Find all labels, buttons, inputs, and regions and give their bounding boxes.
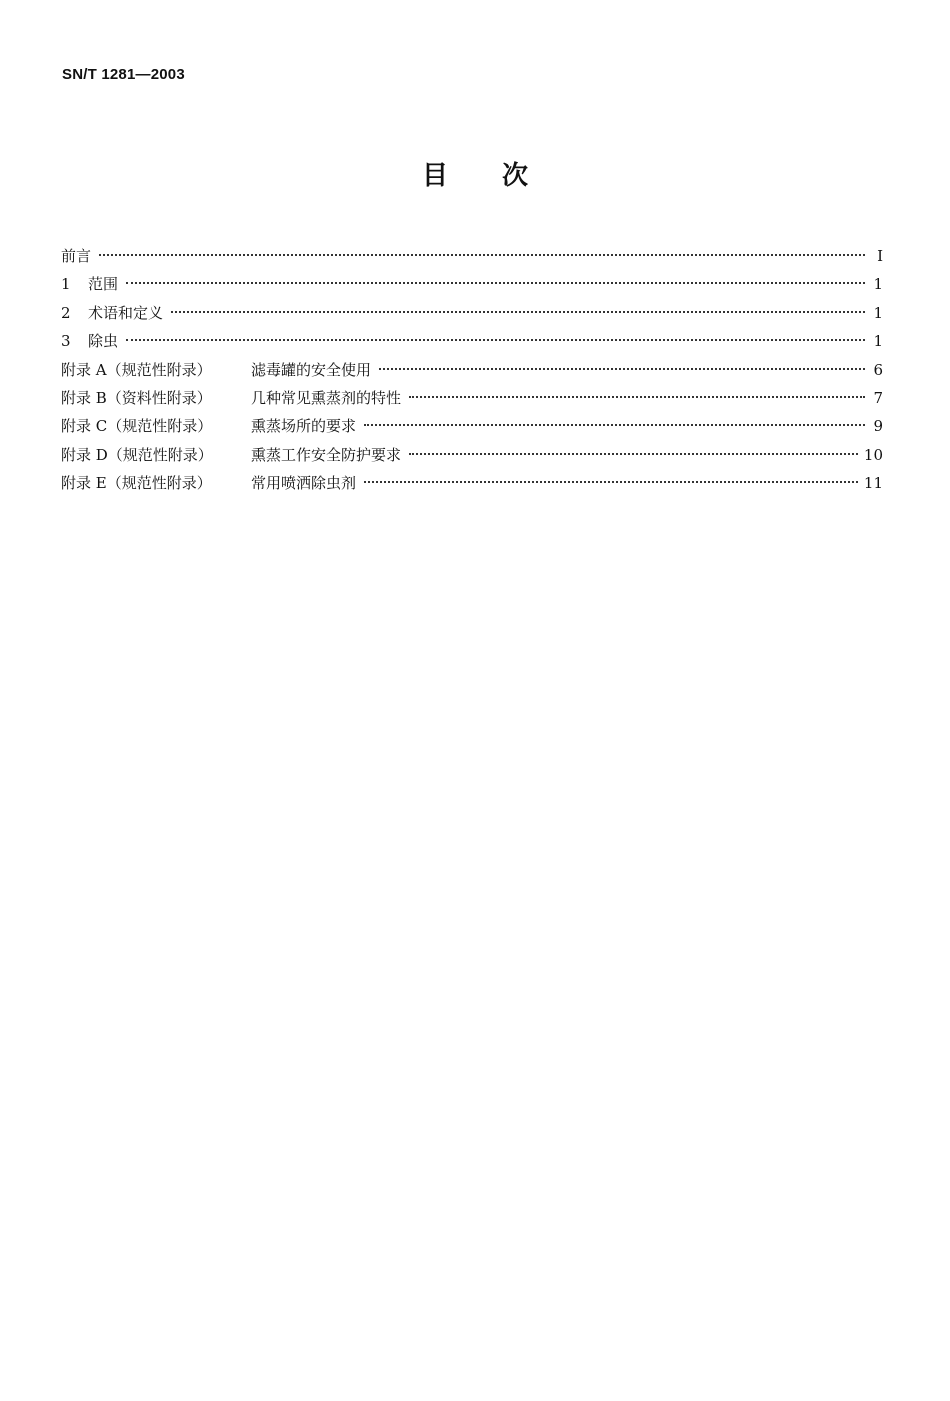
- toc-entry-page: 10: [863, 445, 883, 464]
- toc-entry-page: I: [877, 247, 883, 265]
- toc-entry-annex-prefix: 附录 D（规范性附录）: [61, 445, 213, 464]
- table-of-contents: [61, 245, 883, 501]
- toc-entry-number: 2: [61, 303, 71, 322]
- toc-entry-scope[interactable]: [61, 273, 883, 301]
- toc-leader-dots: [409, 453, 858, 455]
- toc-entry-number: 3: [61, 332, 71, 351]
- toc-entry-label: 除虫: [88, 332, 119, 351]
- toc-entry-foreword[interactable]: [61, 245, 883, 273]
- toc-entry-annex-c[interactable]: [61, 415, 883, 443]
- toc-leader-dots: [364, 424, 865, 426]
- toc-leader-dots: [126, 282, 865, 284]
- toc-entry-number: 1: [61, 275, 71, 294]
- toc-entry-page: 11: [863, 474, 883, 493]
- toc-leader-dots: [364, 481, 858, 483]
- toc-entry-disinsection[interactable]: [61, 330, 883, 358]
- toc-entry-annex-d[interactable]: [61, 444, 883, 472]
- toc-entry-label: 术语和定义: [88, 303, 164, 322]
- toc-entry-label: 前言: [61, 247, 92, 265]
- toc-entry-terms[interactable]: [61, 302, 883, 330]
- page-title: 目次: [421, 161, 582, 191]
- toc-entry-annex-e[interactable]: [61, 472, 883, 500]
- toc-entry-page: 6: [873, 360, 883, 379]
- toc-leader-dots: [409, 396, 865, 398]
- toc-entry-annex-prefix: 附录 E（规范性附录）: [61, 474, 212, 493]
- toc-entry-annex-b[interactable]: [61, 387, 883, 415]
- toc-entry-annex-a[interactable]: [61, 359, 883, 387]
- toc-entry-annex-prefix: 附录 A（规范性附录）: [61, 360, 212, 379]
- toc-leader-dots: [99, 254, 865, 256]
- toc-entry-page: 1: [873, 303, 883, 322]
- toc-entry-annex-prefix: 附录 C（规范性附录）: [61, 417, 213, 436]
- toc-entry-label: 熏蒸场所的要求: [251, 417, 357, 436]
- toc-entry-label: 常用喷洒除虫剂: [251, 474, 357, 493]
- document-code: SN/T 1281—2003: [62, 66, 185, 83]
- toc-entry-page: 1: [873, 332, 883, 351]
- toc-entry-label: 熏蒸工作安全防护要求: [251, 445, 402, 464]
- toc-entry-label: 滤毒罐的安全使用: [251, 360, 372, 379]
- toc-leader-dots: [126, 339, 865, 341]
- toc-entry-page: 7: [873, 388, 883, 407]
- toc-entry-annex-prefix: 附录 B（资料性附录）: [61, 388, 212, 407]
- toc-entry-page: 1: [873, 275, 883, 294]
- toc-entry-label: 范围: [88, 275, 119, 294]
- toc-leader-dots: [379, 368, 865, 370]
- toc-entry-page: 9: [873, 417, 883, 436]
- toc-leader-dots: [171, 311, 865, 313]
- toc-entry-label: 几种常见熏蒸剂的特性: [251, 388, 402, 407]
